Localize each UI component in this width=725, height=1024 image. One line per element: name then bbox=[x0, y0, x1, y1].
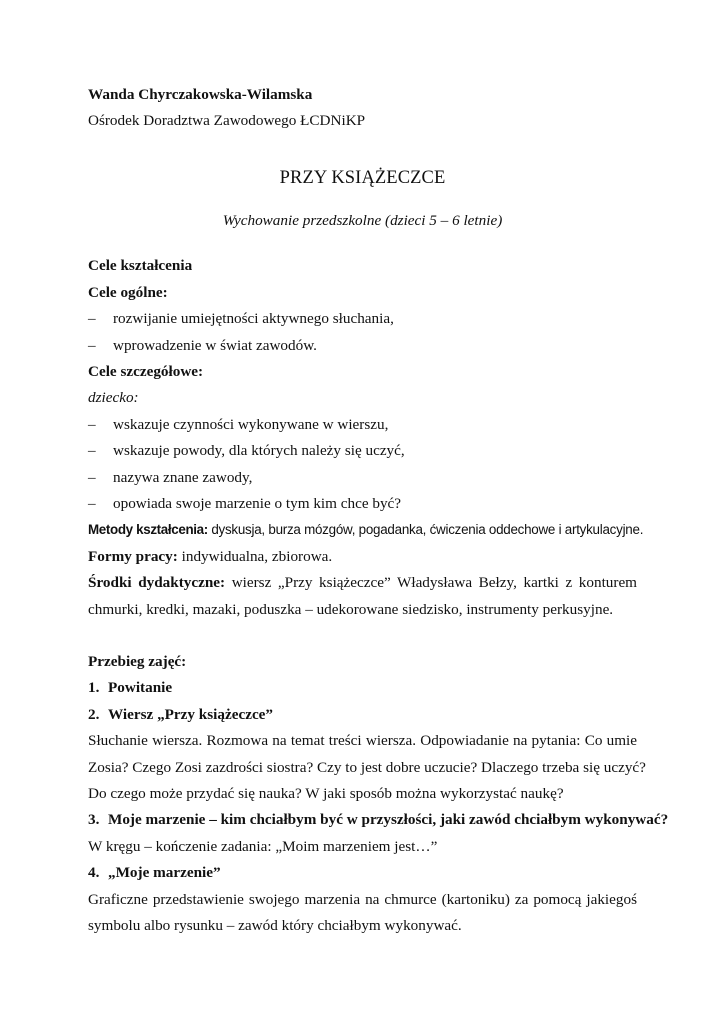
paragraph-line: Zosia? Czego Zosi zazdrości siostra? Czy to jest dobre uczucie? Dlaczego trzeba się uczyć? bbox=[88, 758, 646, 776]
item-number: 4. bbox=[88, 864, 100, 882]
list-item-text: rozwijanie umiejętności aktywnego słuchania, bbox=[113, 310, 394, 328]
item-title: Wiersz „Przy książeczce” bbox=[108, 705, 274, 723]
srodki-line bbox=[88, 570, 637, 596]
srodki-line-2: chmurki, kredki, mazaki, poduszka – udekorowane siedzisko, instrumenty perkusyjne. bbox=[88, 600, 614, 618]
list-item-text: wskazuje powody, dla których należy się uczyć, bbox=[113, 442, 405, 460]
list-item bbox=[88, 306, 637, 332]
list-item bbox=[88, 333, 637, 359]
item-title: Powitanie bbox=[108, 679, 173, 697]
formy-line bbox=[88, 544, 637, 570]
formy-text: indywidualna, zbiorowa. bbox=[177, 547, 333, 565]
list-item bbox=[88, 491, 637, 517]
paragraph-line: Do czego może przydać się nauka? W jaki sposób można wykorzystać naukę? bbox=[88, 785, 564, 803]
list-item-text: wskazuje czynności wykonywane w wierszu, bbox=[113, 415, 389, 433]
list-item-text: wprowadzenie w świat zawodów. bbox=[113, 336, 317, 354]
dash-marker: – bbox=[88, 468, 96, 486]
srodki-text: wiersz „Przy książeczce” Władysława Bełzy, kartki z konturem bbox=[225, 574, 637, 592]
przebieg-item-1 bbox=[88, 675, 637, 701]
cele-heading: Cele kształcenia bbox=[88, 257, 193, 275]
spacer bbox=[88, 623, 637, 649]
cele-ogolne-heading: Cele ogólne: bbox=[88, 283, 168, 301]
paragraph-line: W kręgu – kończenie zadania: „Moim marzeniem jest…” bbox=[88, 837, 438, 855]
dash-marker: – bbox=[88, 442, 96, 460]
item-number: 2. bbox=[88, 705, 100, 723]
author-name: Wanda Chyrczakowska-Wilamska bbox=[88, 86, 313, 103]
list-item bbox=[88, 465, 637, 491]
srodki-label: Środki dydaktyczne: bbox=[88, 574, 226, 592]
list-item bbox=[88, 438, 637, 464]
metody-line bbox=[88, 517, 644, 543]
cele-szczegolowe-heading: Cele szczegółowe: bbox=[88, 362, 204, 380]
przebieg-item-3 bbox=[88, 807, 669, 833]
paragraph-line: Graficzne przedstawienie swojego marzenia na chmurce (kartoniku) za pomocą jakiegoś bbox=[88, 890, 637, 908]
document-subtitle: Wychowanie przedszkolne (dzieci 5 – 6 letnie) bbox=[222, 212, 503, 230]
formy-label: Formy pracy: bbox=[88, 547, 178, 565]
item-number: 3. bbox=[88, 811, 100, 829]
dash-marker: – bbox=[88, 415, 96, 433]
item-title: „Moje marzenie” bbox=[108, 864, 221, 882]
przebieg-item-4 bbox=[88, 860, 637, 886]
dash-marker: – bbox=[88, 336, 96, 354]
dash-marker: – bbox=[88, 310, 96, 328]
dziecko-label: dziecko: bbox=[88, 389, 139, 407]
paragraph-line: symbolu albo rysunku – zawód który chciałbym wykonywać. bbox=[88, 917, 462, 935]
metody-label: Metody kształcenia: bbox=[88, 522, 208, 538]
przebieg-item-2 bbox=[88, 702, 637, 728]
metody-text: dyskusja, burza mózgów, pogadanka, ćwiczenia oddechowe i artykulacyjne. bbox=[207, 522, 644, 538]
item-number: 1. bbox=[88, 679, 100, 697]
przebieg-heading: Przebieg zajęć: bbox=[88, 653, 187, 670]
list-item-text: opowiada swoje marzenie o tym kim chce być? bbox=[113, 494, 402, 512]
list-item bbox=[88, 412, 637, 438]
document-title: PRZY KSIĄŻECZCE bbox=[279, 167, 446, 188]
institution-name: Ośrodek Doradztwa Zawodowego ŁCDNiKP bbox=[88, 112, 366, 130]
item-title: Moje marzenie – kim chciałbym być w przyszłości, jaki zawód chciałbym wykonywać? bbox=[108, 811, 669, 829]
list-item-text: nazywa znane zawody, bbox=[113, 468, 253, 486]
dash-marker: – bbox=[88, 494, 96, 512]
paragraph-line: Słuchanie wiersza. Rozmowa na temat treści wiersza. Odpowiadanie na pytania: Co umie bbox=[88, 732, 637, 750]
